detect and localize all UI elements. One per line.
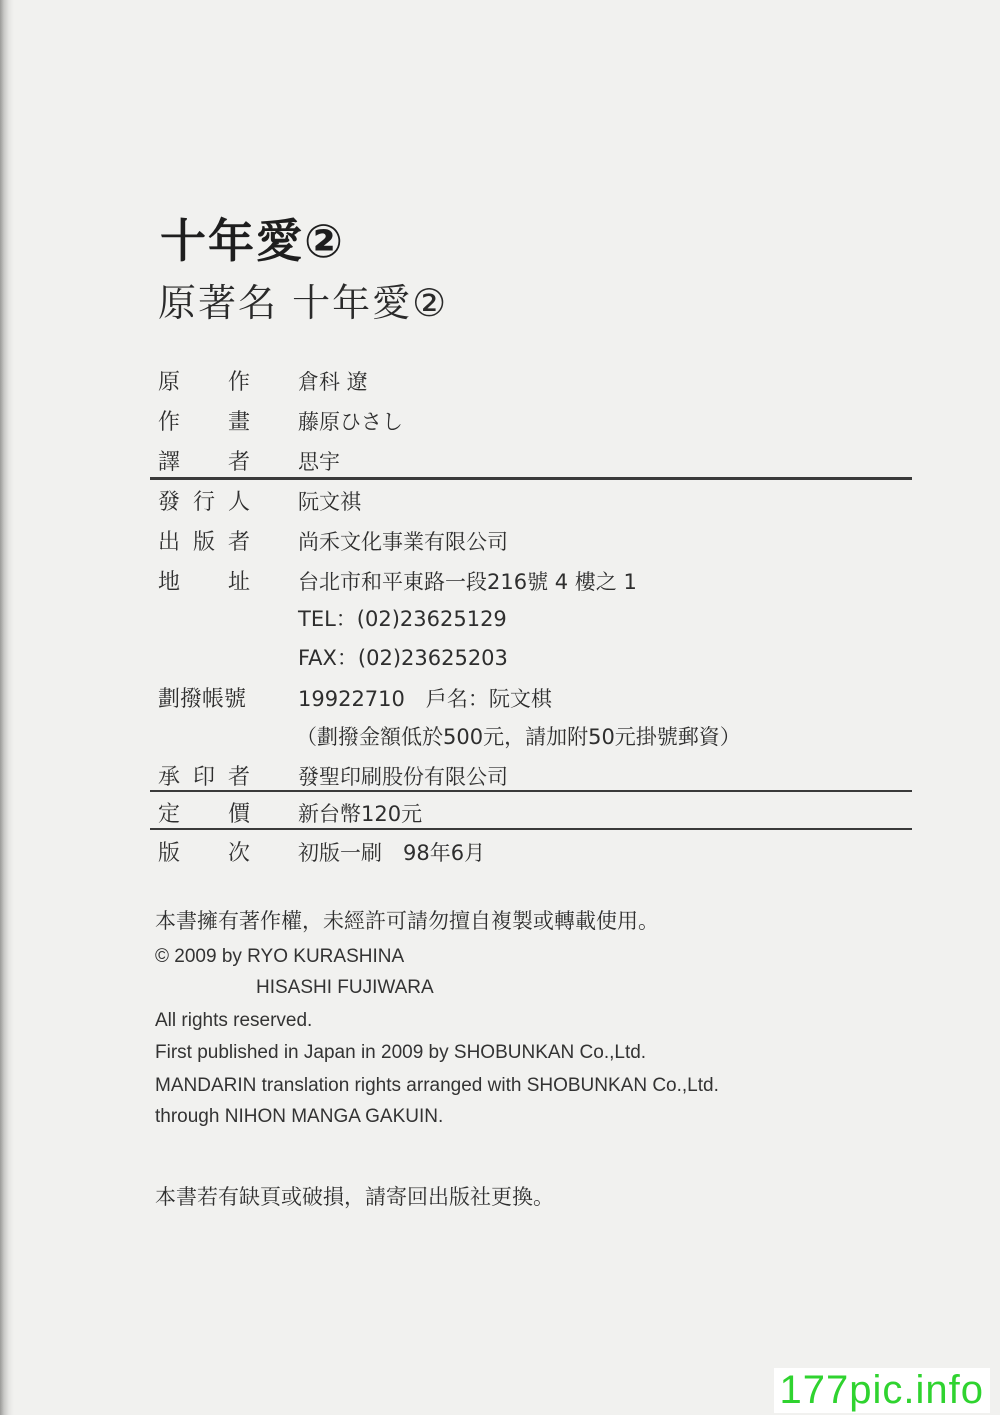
address-label: 地 址 bbox=[158, 570, 250, 595]
divider bbox=[150, 477, 912, 480]
publisher-label: 出 版 者 bbox=[158, 530, 250, 555]
account-value: 19922710 戶名：阮文棋 bbox=[298, 687, 552, 711]
issuer-label: 發 行 人 bbox=[158, 490, 250, 515]
book-title: 十年愛② bbox=[160, 214, 345, 268]
credit-value-author: 倉科 遼 bbox=[298, 370, 368, 394]
agency-line: through NIHON MANGA GAKUIN. bbox=[155, 1106, 444, 1127]
original-title: 原著名 十年愛② bbox=[158, 281, 449, 325]
divider bbox=[150, 828, 912, 830]
address-value: 台北市和平東路一段216號 4 樓之 1 bbox=[298, 570, 637, 594]
copyright-coauthor: HISASHI FUJIWARA bbox=[256, 977, 434, 998]
tel-value: TEL：(02)23625129 bbox=[298, 607, 507, 631]
divider bbox=[150, 790, 912, 792]
fax-value: FAX：(02)23625203 bbox=[298, 646, 508, 670]
publisher-value: 尚禾文化事業有限公司 bbox=[298, 530, 508, 554]
copyright-notice: 本書擁有著作權，未經許可請勿擅自複製或轉載使用。 bbox=[155, 909, 659, 933]
first-published: First published in Japan in 2009 by SHOBUNKAN Co.,Ltd. bbox=[155, 1042, 647, 1063]
credit-value-artist: 藤原ひさし bbox=[298, 410, 403, 434]
issuer-value: 阮文祺 bbox=[298, 490, 361, 514]
credit-label-author: 原 作 bbox=[158, 370, 250, 395]
translation-rights: MANDARIN translation rights arranged with SHOBUNKAN Co.,Ltd. bbox=[155, 1075, 719, 1096]
rights-reserved: All rights reserved. bbox=[155, 1010, 313, 1031]
account-label: 劃撥帳號 bbox=[158, 687, 247, 712]
damage-notice: 本書若有缺頁或破損，請寄回出版社更換。 bbox=[155, 1185, 554, 1209]
edition-value: 初版一刷 98年6月 bbox=[298, 841, 486, 865]
price-label: 定 價 bbox=[158, 802, 250, 827]
printer-label: 承 印 者 bbox=[158, 765, 250, 790]
price-value: 新台幣120元 bbox=[298, 802, 423, 826]
printer-value: 發聖印刷股份有限公司 bbox=[298, 765, 508, 789]
page-edge-shadow bbox=[0, 0, 14, 1415]
copyright-line: © 2009 by RYO KURASHINA bbox=[155, 946, 405, 967]
watermark: 177pic.info bbox=[774, 1368, 990, 1413]
credit-value-translator: 思宇 bbox=[298, 450, 340, 474]
account-note: （劃撥金額低於500元，請加附50元掛號郵資） bbox=[296, 725, 741, 749]
credit-label-artist: 作 畫 bbox=[158, 410, 250, 435]
edition-label: 版 次 bbox=[158, 841, 250, 866]
credit-label-translator: 譯 者 bbox=[158, 450, 250, 475]
